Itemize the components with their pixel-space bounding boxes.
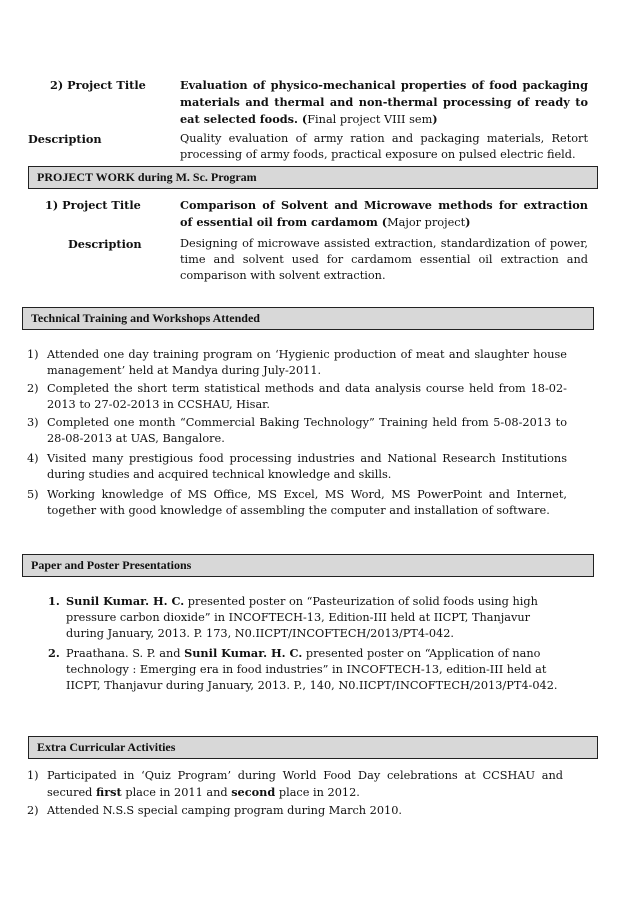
item-number: 4)	[27, 452, 39, 465]
item-text: Visited many prestigious food processing industries and National Research Institutions during studies and acquired technical knowledge and skills.	[47, 452, 567, 481]
list-item	[27, 768, 563, 801]
paren-open: (	[297, 112, 308, 126]
paper-item	[48, 645, 558, 694]
training-section-header: Technical Training and Workshops Attended	[22, 307, 594, 330]
item-emphasis: second	[231, 785, 276, 799]
item-text: place in 2012.	[275, 786, 360, 799]
project2-title-text: Evaluation of physico-mechanical properties of food packaging materials and thermal and non-thermal processing of ready to eat selected foods.	[180, 78, 588, 126]
list-item	[27, 487, 567, 519]
item-text: Completed one month “Commercial Baking Technology” Training held from 5-08-2013 to 28-08-2013 at UAS, Bangalore.	[47, 416, 567, 445]
paren-close: )	[465, 215, 471, 229]
item-number: 1)	[27, 769, 39, 782]
msc-desc: Designing of microwave assisted extraction, standardization of power, time and solvent used for cardamom essential oil extraction and comparison with solvent extraction.	[180, 237, 588, 282]
paper-text	[66, 645, 558, 694]
msc-desc-label: Description	[68, 237, 142, 251]
list-item	[27, 381, 567, 413]
item-number: 5)	[27, 488, 39, 501]
item-emphasis: first	[96, 785, 122, 799]
item-number: 2.	[48, 646, 60, 660]
item-text: Attended one day training program on ‘Hygienic production of meat and slaughter house management’ held at Mandya during July-2011.	[47, 348, 567, 377]
msc-section-header: PROJECT WORK during M. Sc. Program	[28, 166, 598, 189]
papers-section-header: Paper and Poster Presentations	[22, 554, 594, 577]
msc-title-label: 1) Project Title	[45, 198, 141, 212]
extra-section-header: Extra Curricular Activities	[28, 736, 598, 759]
paper-author: Sunil Kumar. H. C.	[184, 646, 303, 660]
item-number: 2)	[27, 804, 39, 817]
paper-coauthors: Praathana. S. P. and	[66, 647, 185, 660]
list-item	[27, 415, 567, 447]
paper-details: presented poster on “Application of nano technology : Emerging era in food industries” in INCOFTECH-13, edition-III held at IICPT, Thanjavur during January, 2013. P., 140, N0.IICPT/INCOFTECH/2013/PT4-042.	[66, 647, 558, 692]
item-text: Participated in ‘Quiz Program’ during World Food Day celebrations at CCSHAU and secured	[47, 769, 563, 799]
msc-title-text: Comparison of Solvent and Microwave methods for extraction of essential oil from cardamom	[180, 198, 588, 229]
paper-text	[66, 593, 558, 642]
item-number: 1)	[27, 348, 39, 361]
project2-title-note: Final project VIII sem	[307, 113, 433, 126]
item-number: 3)	[27, 416, 39, 429]
item-text: Working knowledge of MS Office, MS Excel, MS Word, MS PowerPoint and Internet, together with good knowledge of assembling the computer and installation of software.	[47, 488, 567, 517]
item-text: Completed the short term statistical methods and data analysis course held from 18-02-2013 to 27-02-2013 in CCSHAU, Hisar.	[47, 382, 567, 411]
paper-details: presented poster on “Pasteurization of solid foods using high pressure carbon dioxide” in INCOFTECH-13, Edition-III held at IICPT, Thanjavur during January, 2013. P. 173, N0.IICPT/INCOFTECH/2013/PT4-042.	[66, 595, 538, 640]
list-item	[27, 803, 563, 819]
paper-item	[48, 593, 558, 642]
item-text: Attended N.S.S special camping program during March 2010.	[47, 804, 403, 817]
project2-title	[180, 77, 588, 128]
list-item	[27, 347, 567, 379]
paren-close: )	[432, 112, 438, 126]
training-list	[27, 347, 567, 521]
extra-list	[27, 768, 563, 821]
project2-title-label: 2) Project Title	[50, 78, 146, 92]
paren-open: (	[377, 215, 388, 229]
item-number: 1.	[48, 594, 60, 608]
item-text: place in 2011 and	[121, 786, 232, 799]
paper-author: Sunil Kumar. H. C.	[66, 594, 185, 608]
msc-title-note: Major project	[387, 216, 466, 229]
project2-desc-label: Description	[28, 132, 102, 146]
item-number: 2)	[27, 382, 39, 395]
project2-desc: Quality evaluation of army ration and packaging materials, Retort processing of army foods, practical exposure on pulsed electric field.	[180, 132, 588, 161]
list-item	[27, 451, 567, 483]
msc-title	[180, 197, 588, 231]
